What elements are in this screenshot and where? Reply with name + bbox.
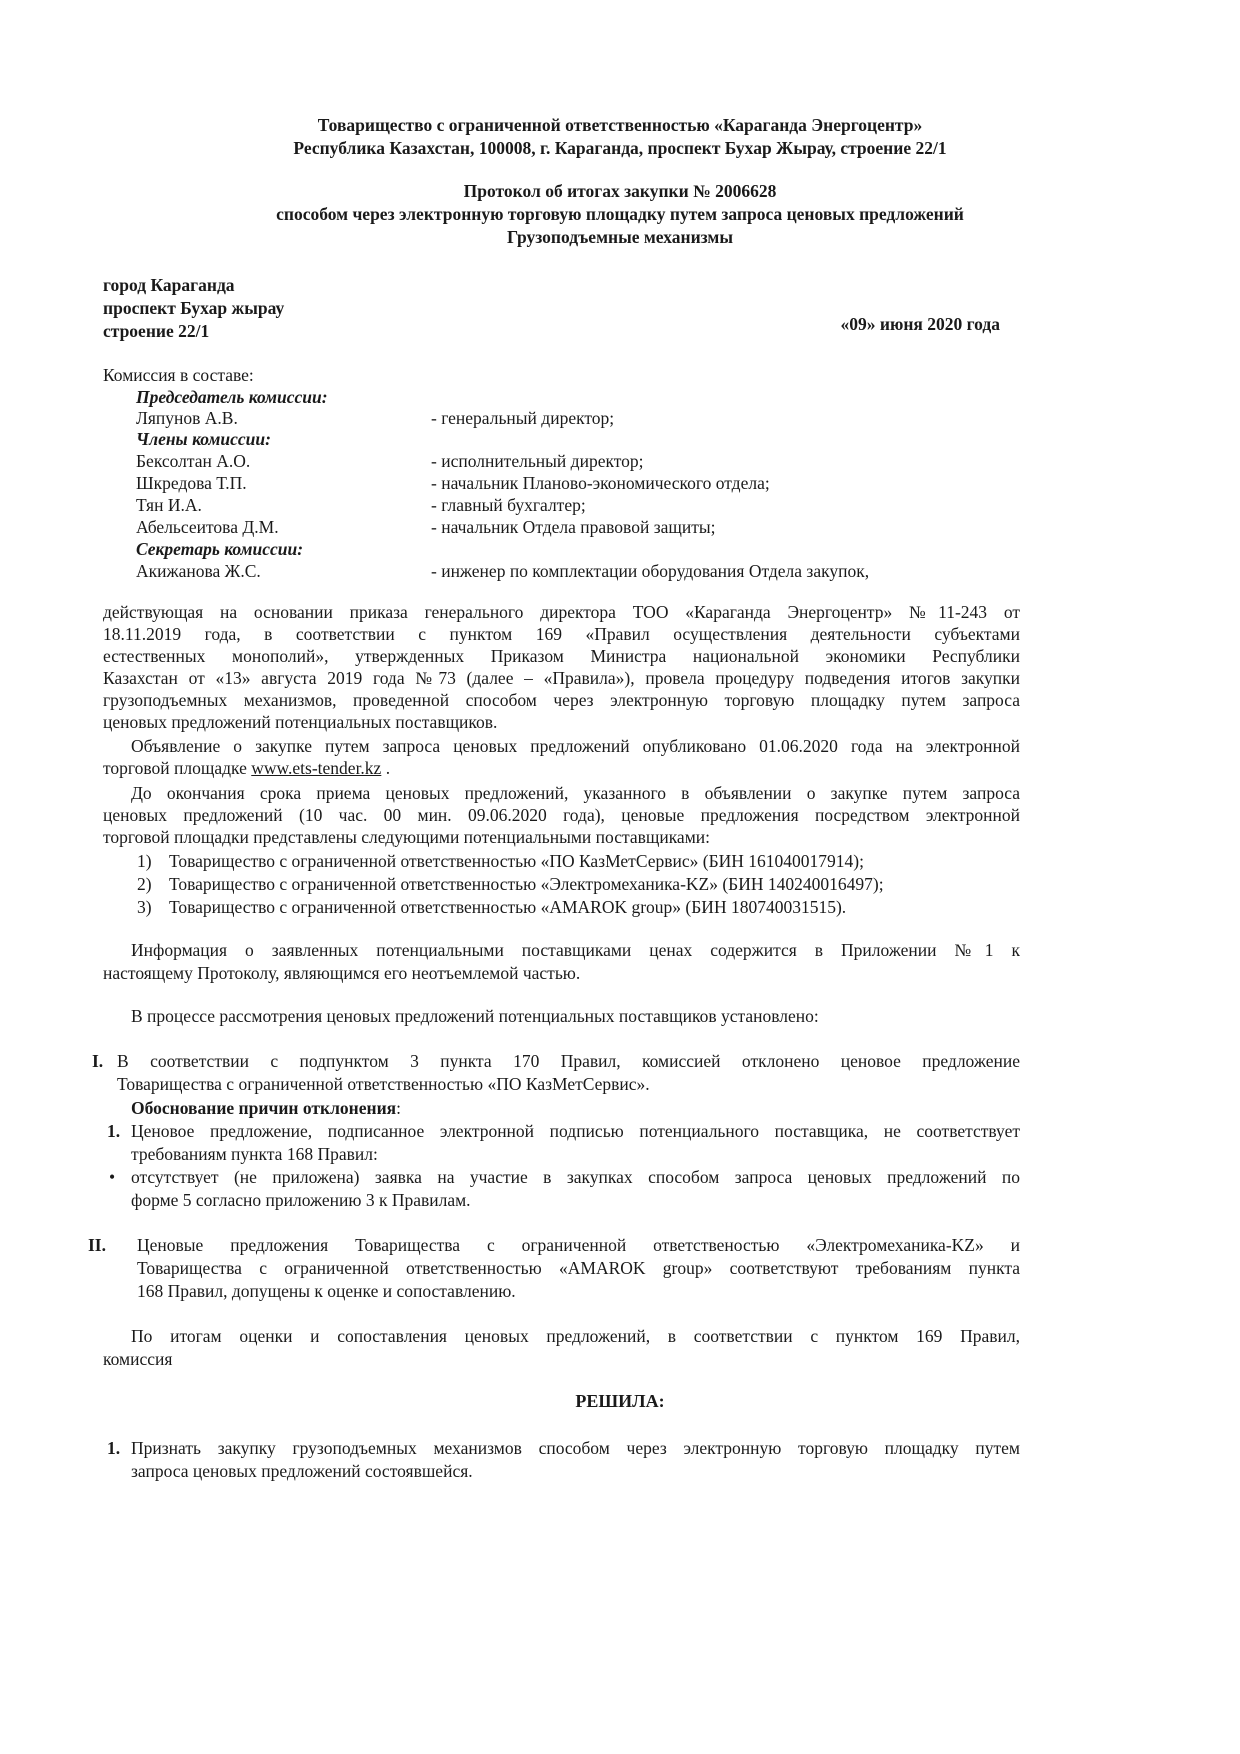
reason-heading-text: Обоснование причин отклонения (131, 1098, 397, 1118)
bullet-line: отсутствует (не приложена) заявка на участие в закупках способом запроса ценовых предложений по (131, 1167, 1020, 1187)
decision-number: 1. (107, 1438, 121, 1458)
section2-line: Товарищества с ограниченной ответственностью «AMAROK group» соответствуют требованиям пункта (137, 1258, 1020, 1278)
members-heading: Члены комиссии: (136, 429, 271, 449)
section2-line: 168 Правил, допущены к оценке и сопоставлению. (137, 1281, 516, 1301)
secretary-name: Акижанова Ж.С. (136, 561, 261, 581)
commission-intro: Комиссия в составе: (103, 365, 254, 385)
supplier-number: 3) (137, 897, 152, 917)
member-name: Тян И.А. (136, 495, 202, 515)
member-name: Бексолтан А.О. (136, 451, 251, 471)
decision-heading: РЕШИЛА: (575, 1391, 665, 1411)
supplier-item: Товарищество с ограниченной ответственностью «ПО КазМетСервис» (БИН 161040017914); (169, 851, 864, 871)
secretary-heading: Секретарь комиссии: (136, 539, 304, 559)
para2-suffix: . (381, 758, 391, 778)
para1-line: ценовых предложений потенциальных поставщиков. (103, 712, 498, 732)
section1-number: I. (92, 1051, 104, 1071)
location-building: строение 22/1 (103, 321, 210, 341)
para3-line: ценовых предложений (10 час. 00 мин. 09.06.2020 года), ценовые предложения посредством электронной (103, 805, 1020, 825)
protocol-title: Протокол об итогах закупки № 2006628 (463, 181, 777, 201)
member-role: - исполнительный директор; (431, 451, 644, 471)
section2-number: II. (88, 1235, 106, 1255)
member-role: - главный бухгалтер; (431, 495, 586, 515)
section1-line: В соответствии с подпунктом 3 пункта 170 Правил, комиссией отклонено ценовое предложение (117, 1051, 1020, 1071)
para1-line: грузоподъемных механизмов, проведенной способом через электронную торговую площадку путем запроса (103, 690, 1020, 710)
para1-line: естественных монополий», утвержденных Приказом Министра национальной экономики Республики (103, 646, 1020, 666)
para1-line: Казахстан от «13» августа 2019 года №73 (далее – «Правила»), провела процедуру подведения итогов закупки (103, 668, 1020, 688)
org-name: Товарищество с ограниченной ответственностью «Караганда Энергоцентр» (317, 115, 923, 135)
bullet-icon: • (109, 1167, 116, 1187)
location-street: проспект Бухар жырау (103, 298, 285, 318)
supplier-item: Товарищество с ограниченной ответственностью «Электромеханика-KZ» (БИН 140240016497); (169, 874, 884, 894)
section2-line: Ценовые предложения Товарищества с ограниченной ответственостью «Электромеханика-KZ» и (137, 1235, 1020, 1255)
chair-heading: Председатель комиссии: (136, 387, 328, 407)
para3-line: До окончания срока приема ценовых предложений, указанного в объявлении о закупке путем запроса (131, 783, 1020, 803)
para5: В процессе рассмотрения ценовых предложений потенциальных поставщиков установлено: (131, 1006, 819, 1026)
supplier-number: 2) (137, 874, 152, 894)
protocol-method: способом через электронную торговую площадку путем запроса ценовых предложений (276, 204, 964, 224)
para3-line: торговой площадки представлены следующими потенциальными поставщиками: (103, 827, 711, 847)
protocol-date: «09» июня 2020 года (840, 314, 1000, 334)
ets-tender-link[interactable]: www.ets-tender.kz (251, 758, 382, 778)
decision-line: Признать закупку грузоподъемных механизмов способом через электронную торговую площадку путем (131, 1438, 1020, 1458)
reason-heading-colon: : (396, 1098, 401, 1118)
member-role: - начальник Планово-экономического отдела; (431, 473, 770, 493)
para2-line2 (103, 757, 390, 779)
para1-line: 18.11.2019 года, в соответствии с пунктом 169 «Правил осуществления деятельности субъектами (103, 624, 1020, 644)
org-address: Республика Казахстан, 100008, г. Караганда, проспект Бухар Жырау, строение 22/1 (293, 138, 947, 158)
member-name: Абельсеитова Д.М. (136, 517, 279, 537)
protocol-subject: Грузоподъемные механизмы (506, 227, 734, 247)
chair-role: - генеральный директор; (431, 408, 615, 428)
bullet-line: форме 5 согласно приложению 3 к Правилам. (131, 1190, 471, 1210)
para6-line: комиссия (103, 1349, 173, 1369)
chair-name: Ляпунов А.В. (136, 408, 238, 428)
reason-item-number: 1. (107, 1121, 121, 1141)
para4-line: Информация о заявленных потенциальными поставщиками ценах содержится в Приложении №1 к (131, 940, 1020, 960)
reason-heading (131, 1097, 401, 1119)
para2-prefix: торговой площадке (103, 758, 252, 778)
member-role: - начальник Отдела правовой защиты; (431, 517, 716, 537)
secretary-role: - инженер по комплектации оборудования Отдела закупок, (431, 561, 870, 581)
decision-line: запроса ценовых предложений состоявшейся. (131, 1461, 473, 1481)
member-name: Шкредова Т.П. (136, 473, 247, 493)
para1-line: действующая на основании приказа генерального директора ТОО «Караганда Энергоцентр» №11-243 от (103, 602, 1020, 622)
para4-line: настоящему Протоколу, являющимся его неотъемлемой частью. (103, 963, 581, 983)
reason-item-line: Ценовое предложение, подписанное электронной подписью потенциального поставщика, не соответствует (131, 1121, 1020, 1141)
para2-line: Объявление о закупке путем запроса ценовых предложений опубликовано 01.06.2020 года на электронной (131, 736, 1020, 756)
supplier-number: 1) (137, 851, 152, 871)
location-city: город Караганда (103, 275, 235, 295)
para6-line: По итогам оценки и сопоставления ценовых предложений, в соответствии с пунктом 169 Правил, (131, 1326, 1020, 1346)
section1-line: Товарищества с ограниченной ответственностью «ПО КазМетСервис». (117, 1074, 650, 1094)
supplier-item: Товарищество с ограниченной ответственностью «AMAROK group» (БИН 180740031515). (169, 897, 847, 917)
reason-item-line: требованиям пункта 168 Правил: (131, 1144, 378, 1164)
